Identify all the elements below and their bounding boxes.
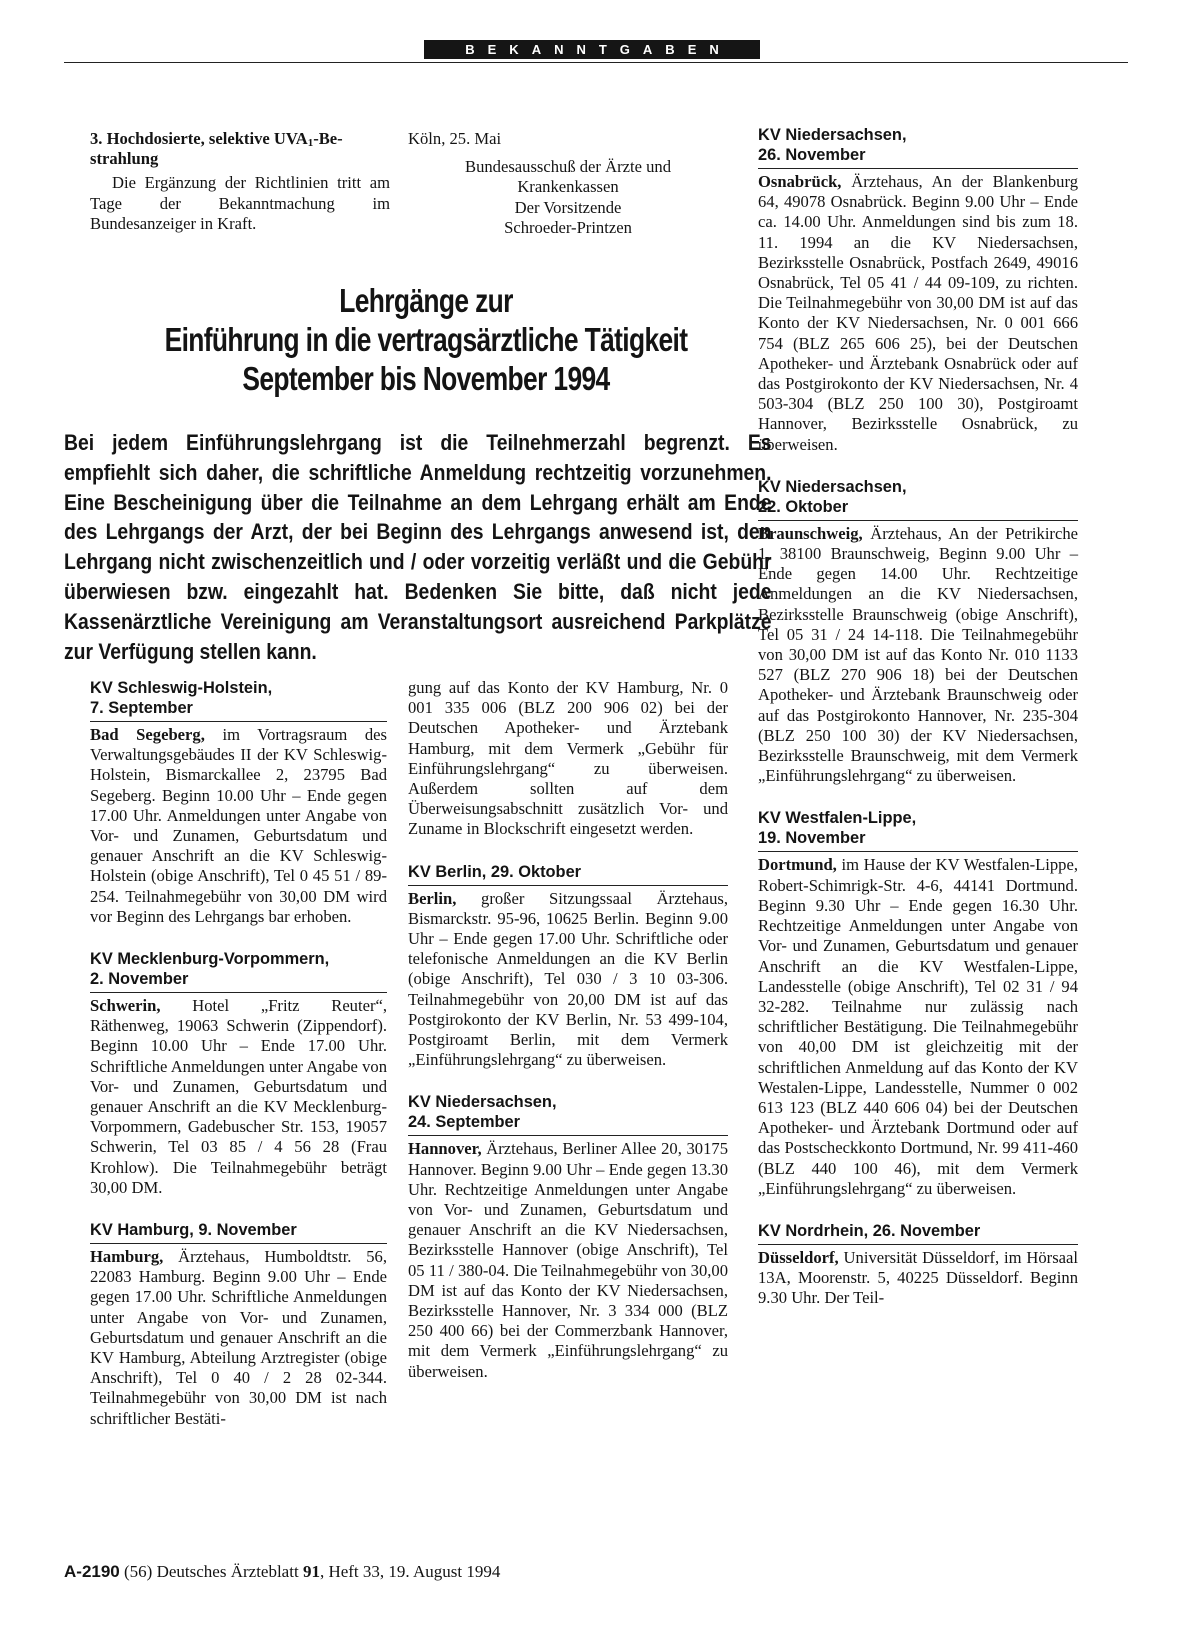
signature-line-4: Schroeder-Printzen [504, 217, 632, 237]
section-body: Berlin, großer Sitzungssaal Ärztehaus, Bismarckstr. 95-96, 10625 Berlin. Beginn 9.00 Uhr – Ende gegen 17.00 Uhr. Schriftliche oder telefonische Anmeldungen an die KV Berlin (obige Anschrift), Tel 030 / 3 10 03-306. Teilnahmegebühr von 20,00 DM ist auf das Postgirokonto der KV Berlin, Nr. 53 499-104, Postgiroamt Berlin, mit dem Vermerk „Einführungslehrgang“ zu überweisen. [408, 888, 728, 1070]
section-heading: KV Hamburg, 9. November [90, 1221, 297, 1240]
section-hamburg [90, 1220, 387, 1429]
heading-rule [408, 885, 728, 886]
heading-rule [758, 520, 1078, 521]
section-niedersachsen-hannover [408, 1092, 728, 1381]
title-line-3: September bis November 1994 [242, 360, 610, 397]
column-3 [758, 125, 1078, 1331]
signature-block [408, 129, 728, 238]
section-nordrhein [758, 1221, 1078, 1309]
column-1 [90, 678, 387, 1451]
prev-article-left [90, 129, 390, 234]
signature-line-3: Der Vorsitzende [514, 197, 622, 217]
section-hamburg-continued [408, 678, 728, 840]
section-westfalen-lippe [758, 808, 1078, 1198]
section-mecklenburg-vorpommern [90, 949, 387, 1198]
section-schleswig-holstein [90, 678, 387, 927]
section-body: Braunschweig, Ärztehaus, An der Petrikirche 1, 38100 Braunschweig, Beginn 9.00 Uhr – Ende gegen 14.00 Uhr. Rechtzeitige Anmeldungen an die KV Niedersachsen, Bezirksstelle Braunschweig (obige Anschrift), Tel 05 31 / 24 14-118. Die Teilnahmegebühr von 30,00 DM ist auf das Konto Nr. 010 1133 527 (BLZ 270 906 18) bei der Deutschen Apotheker- und Ärztebank Braunschweig oder auf das Postgirokonto Hannover, Nr. 235-304 (BLZ 250 100 30) der KV Niedersachsen, Bezirksstelle Braunschweig, mit dem Vermerk „Einführungslehrgang“ zu überweisen. [758, 523, 1078, 786]
section-body: Hannover, Ärztehaus, Berliner Allee 20, 30175 Hannover. Beginn 9.00 Uhr – Ende gegen 13.30 Uhr. Rechtzeitige Anmeldungen unter Angabe von Vor- und Zunamen, Geburtsdatum und genauer Anschrift an die KV Niedersachsen, Bezirksstelle Hannover (obige Anschrift), Tel 05 11 / 380-04. Die Teilnahmegebühr von 30,00 DM ist auf das Konto der KV Niedersachsen, Bezirksstelle Hannover, Nr. 3 334 000 (BLZ 250 400 66) bei der Commerzbank Hannover, mit dem Vermerk „Einführungslehrgang“ zu überweisen. [408, 1139, 728, 1381]
footer-volume: 91 [302, 1562, 320, 1581]
page-footer [64, 1562, 500, 1582]
section-body: Schwerin, Hotel „Fritz Reuter“, Räthenweg, 19063 Schwerin (Zippendorf). Beginn 10.00 Uhr – Ende 17.00 Uhr. Schriftliche Anmeldungen unter Angabe von Vor- und Zunamen, Geburtsdatum und genauer Anschrift an die KV Mecklenburg-Vorpommern, Gadebuscher Str. 153, 19057 Schwerin, Tel 03 85 / 4 56 28 (Frau Krohlow). Die Teilnahmegebühr beträgt 30,00 DM. [90, 996, 387, 1197]
page-number: A-2190 [64, 1562, 120, 1581]
section-body: gung auf das Konto der KV Hamburg, Nr. 0 001 335 006 (BLZ 200 906 02) bei der Deutschen Apotheker- und Ärztebank Hamburg, mit dem Vermerk „Gebühr für Einführungslehrgang“ zu überweisen. Außerdem sollten auf dem Überweisungsabschnitt zusätzlich Vor- und Zuname in Blockschrift eingesetzt werden. [408, 678, 728, 839]
section-body: Bad Segeberg, im Vortragsraum des Verwaltungsgebäudes II der KV Schleswig-Holstein, Bismarckallee 2, 23795 Bad Segeberg. Beginn 10.00 Uhr – Ende gegen 17.00 Uhr. Anmeldungen unter Angabe von Vor- und Zunamen, Geburtsdatum und genauer Anschrift an die KV Schleswig-Holstein (obige Anschrift), Tel 0 45 51 / 89-254. Teilnahmegebühr von 30,00 DM wird vor Beginn des Lehrgangs bar erhoben. [90, 725, 387, 926]
section-niedersachsen-braunschweig [758, 477, 1078, 787]
heading-rule [408, 1135, 728, 1136]
title-line-2: Einführung in die vertragsärztliche Tätigkeit [164, 321, 688, 358]
signature-line-1: Bundesausschuß der Ärzte und [465, 157, 671, 177]
section-heading: KV Berlin, 29. Oktober [408, 862, 582, 881]
header-rule [64, 62, 1128, 63]
section-body: Düsseldorf, Universität Düsseldorf, im Hörsaal 13A, Moorenstr. 5, 40225 Düsseldorf. Beginn 9.30 Uhr. Der Teil- [758, 1247, 1078, 1308]
signature-line-2: Krankenkassen [517, 177, 619, 197]
section-heading: KV Mecklenburg-Vorpommern, 2. November [90, 950, 330, 989]
article-title [136, 281, 715, 398]
place-date: Köln, 25. Mai [408, 129, 502, 148]
section-heading: KV Schleswig-Holstein, 7. September [90, 679, 273, 717]
section-heading: KV Nordrhein, 26. November [758, 1221, 981, 1240]
section-body: Osnabrück, Ärztehaus, An der Blankenburg 64, 49078 Osnabrück. Beginn 9.00 Uhr – Ende ca. 14.00 Uhr. Anmeldungen sind bis zum 18. 11. 1994 an die KV Niedersachsen, Bezirksstelle Osnabrück, Postfach 2649, 49016 Osnabrück, Tel 05 41 / 44 09-109, zu richten. Die Teilnahmegebühr von 30,00 DM ist auf das Konto der KV Niedersachsen, Nr. 0 001 666 754 (BLZ 265 606 25), bei der Deutschen Apotheker- und Ärztebank Osnabrück oder auf das Postgirokonto der KV Niedersachsen, Nr. 4 503-304 (BLZ 250 100 30), Postgiroamt Hannover, Bezirksstelle Osnabrück, zu überweisen. [758, 172, 1078, 454]
prev-article-heading: 3. Hochdosierte, selektive $UVA_1-Be$-strahlung [90, 129, 343, 169]
footer-text-a: (56) Deutsches Ärzteblatt [119, 1562, 303, 1581]
footer-text-b: , Heft 33, 19. August 1994 [319, 1562, 501, 1581]
heading-rule [90, 992, 387, 993]
heading-rule [90, 1243, 387, 1244]
section-body: Dortmund, im Hause der KV Westfalen-Lippe, Robert-Schimrigk-Str. 4-6, 44141 Dortmund. Beginn 9.30 Uhr – Ende gegen 16.30 Uhr. Rechtzeitige Anmeldungen unter Angabe von Vor- und Zunamen, Geburtsdatum und genauer Anschrift an die KV Westfalen-Lippe, Landesstelle (obige Anschrift), Tel 02 31 / 94 32-282. Teilnahme nur zulässig nach schriftlicher Bestätigung. Die Teilnahmegebühr von 40,00 DM ist gleichzeitig mit der schriftlichen Anmeldung auf das Konto der KV Westalen-Lippe, Landesstelle, Nummer 0 002 613 123 (BLZ 440 606 04) bei der Deutschen Apotheker- und Ärztebank Dortmund oder auf das Postscheckkonto Dortmund, Nr. 99 411-460 (BLZ 440 100 46), mit dem Vermerk „Einführungslehrgang“ zu überweisen. [758, 855, 1078, 1198]
heading-rule [758, 851, 1078, 852]
title-line-1: Lehrgänge zur [339, 282, 513, 319]
section-berlin [408, 862, 728, 1071]
heading-rule [758, 168, 1078, 169]
section-heading: KV Niedersachsen, 22. Oktober [758, 477, 907, 516]
section-heading: KV Westfalen-Lippe, 19. November [758, 809, 917, 848]
column-2 [408, 678, 728, 1404]
section-niedersachsen-osnabrueck [758, 125, 1078, 455]
section-body: Hamburg, Ärztehaus, Humboldtstr. 56, 22083 Hamburg. Beginn 9.00 Uhr – Ende gegen 17.00 Uhr. Schriftliche Anmeldungen unter Angabe von Vor- und Zunamen, Geburtsdatum und genauer Anschrift an die KV Hamburg, Abteilung Arztregister (obige Anschrift), Tel 0 40 / 2 28 02-344. Teilnahmegebühr von 30,00 DM ist nach schriftlicher Bestäti- [90, 1247, 387, 1428]
section-heading: KV Niedersachsen, 26. November [758, 126, 907, 164]
heading-rule [758, 1244, 1078, 1245]
section-label: BEKANNTGABEN [424, 40, 760, 59]
prev-article-body: Die Ergänzung der Richtlinien tritt am Tage der Bekanntmachung im Bundesanzeiger in Kraft. [90, 173, 390, 233]
heading-rule [90, 721, 387, 722]
intro-paragraph: Bei jedem Einführungslehrgang ist die Teilnehmerzahl begrenzt. Es empfiehlt sich daher, die schriftliche Anmeldung rechtzeitig vorzunehmen. Eine Bescheinigung über die Teilnahme an dem Lehrgang erhält am Ende des Lehrgangs der Arzt, der bei Beginn des Lehrgangs anwesend ist, den Lehrgang nicht zwischenzeitlich und / oder vorzeitig verläßt und die Gebühr überwiesen bzw. eingezahlt hat. Bedenken Sie bitte, daß nicht jede Kassenärztliche Vereinigung am Veranstaltungsort ausreichend Parkplätze zur Verfügung stellen kann. [64, 430, 772, 664]
section-heading: KV Niedersachsen, 24. September [408, 1093, 557, 1132]
